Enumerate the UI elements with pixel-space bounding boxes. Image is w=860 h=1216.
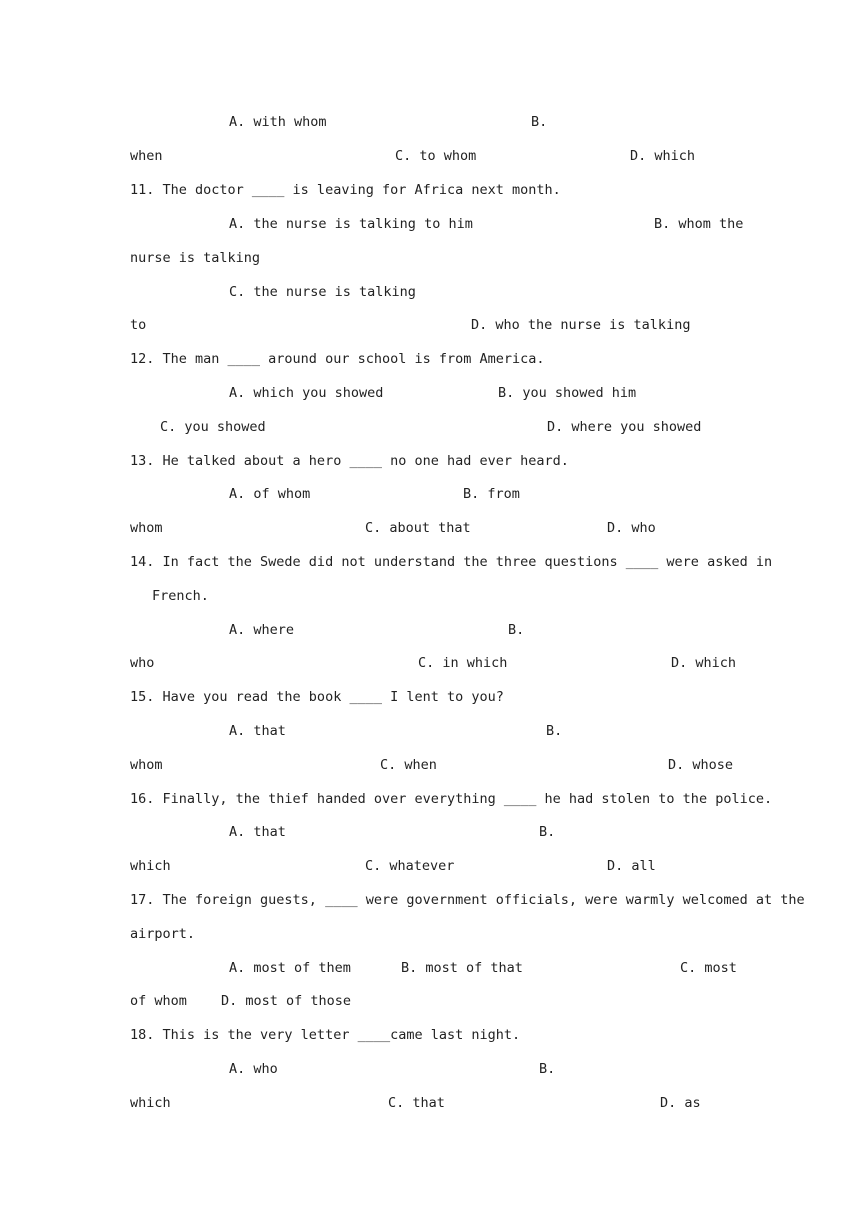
option-b: B. [546, 723, 563, 739]
option-a: A. which you showed [229, 385, 384, 401]
option-d: D. all [607, 858, 656, 874]
question-16: 16. Finally, the thief handed over everything ____ he had stolen to the police. [130, 791, 773, 807]
option-c: C. the nurse is talking [229, 284, 416, 300]
option-a: A. where [229, 622, 295, 638]
option-d: D. as [660, 1095, 701, 1111]
option-d: D. who [607, 520, 656, 536]
option-b: B. you showed him [498, 385, 637, 401]
option-a: A. most of them [229, 960, 351, 976]
option-b-text: when [130, 148, 163, 164]
option-b-text: whom [130, 520, 163, 536]
option-d: D. where you showed [547, 419, 702, 435]
option-b-text: which [130, 1095, 171, 1111]
option-c: C. you showed [160, 419, 266, 435]
option-b: B. [531, 114, 548, 130]
option-b: B. [539, 1061, 556, 1077]
option-c: C. that [388, 1095, 445, 1111]
option-b: B. [508, 622, 525, 638]
question-15: 15. Have you read the book ____ I lent to you? [130, 689, 504, 705]
option-d: D. most of those [221, 993, 352, 1009]
question-14: 14. In fact the Swede did not understand the three questions ____ were asked in [130, 554, 773, 570]
option-b: B. from [463, 486, 520, 502]
question-17: 17. The foreign guests, ____ were government officials, were warmly welcomed at the [130, 892, 805, 908]
option-b-text: nurse is talking [130, 250, 261, 266]
option-c: C. in which [418, 655, 508, 671]
option-c: C. most [680, 960, 737, 976]
question-17-continued: airport. [130, 926, 196, 942]
option-b: B. [539, 824, 556, 840]
question-11: 11. The doctor ____ is leaving for Africa next month. [130, 182, 561, 198]
option-c: C. when [380, 757, 437, 773]
option-b: B. most of that [401, 960, 523, 976]
option-d: D. which [630, 148, 696, 164]
option-c: C. about that [365, 520, 471, 536]
question-12: 12. The man ____ around our school is from America. [130, 351, 545, 367]
option-a: A. that [229, 824, 286, 840]
option-a: A. the nurse is talking to him [229, 216, 473, 232]
option-c-text: to [130, 317, 147, 333]
option-a: A. of whom [229, 486, 311, 502]
option-a: A. who [229, 1061, 278, 1077]
option-d: D. whose [668, 757, 734, 773]
option-b-text: who [130, 655, 155, 671]
question-18: 18. This is the very letter ____came last night. [130, 1027, 521, 1043]
option-d: D. which [671, 655, 737, 671]
option-c-text: of whom [130, 993, 187, 1009]
option-a: A. that [229, 723, 286, 739]
option-b-text: whom [130, 757, 163, 773]
question-14-continued: French. [152, 588, 209, 604]
option-b-text: which [130, 858, 171, 874]
option-d: D. who the nurse is talking [471, 317, 691, 333]
option-c: C. whatever [365, 858, 455, 874]
option-c: C. to whom [395, 148, 477, 164]
option-a: A. with whom [229, 114, 327, 130]
option-b: B. whom the [654, 216, 744, 232]
question-13: 13. He talked about a hero ____ no one had ever heard. [130, 453, 569, 469]
